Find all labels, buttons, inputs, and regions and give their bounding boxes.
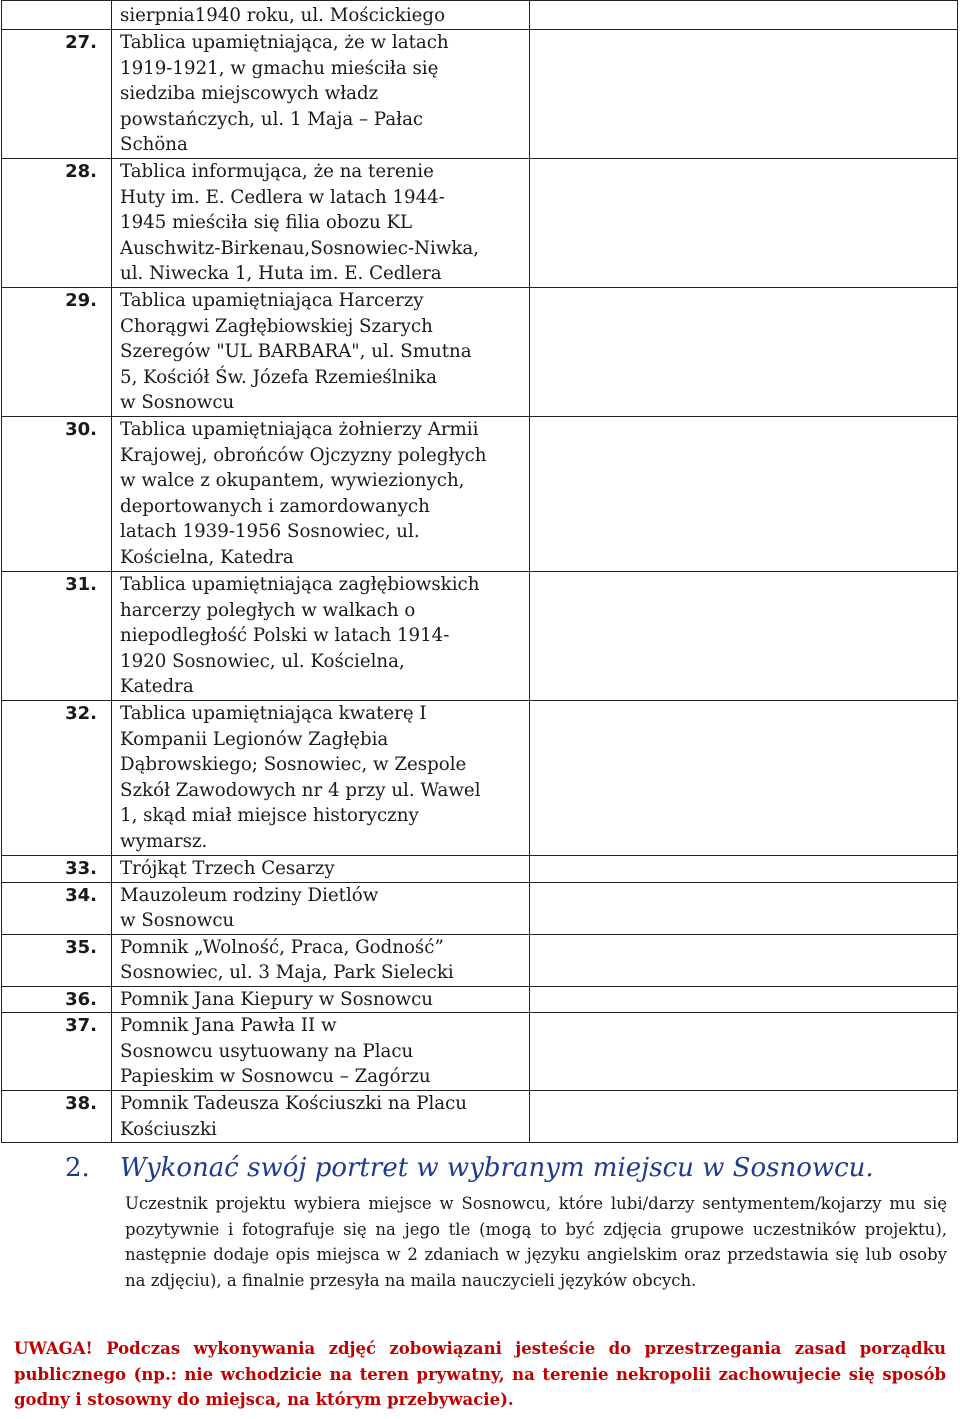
empty-cell (530, 882, 958, 934)
description-line: Kompanii Legionów Zagłębia (120, 728, 389, 750)
empty-cell (530, 159, 958, 288)
description-line: Chorągwi Zagłębiowskiej Szarych (120, 315, 433, 337)
description-line: Tablica upamiętniająca zagłębiowskich (120, 574, 480, 595)
description-line: niepodległość Polski w latach 1914- (120, 625, 450, 646)
row-number: 36. (2, 986, 112, 1013)
description-line: w walce z okupantem, wywiezionych, (120, 470, 465, 491)
description-line: Schöna (120, 134, 188, 155)
description-line: w Sosnowcu (120, 392, 235, 413)
description-line: harcerzy poległych w walkach o (120, 599, 416, 621)
empty-cell (530, 1091, 958, 1143)
description-line: Tablica upamiętniająca kwaterę I (120, 703, 427, 724)
row-number: 33. (2, 856, 112, 883)
description-line: Trójkąt Trzech Cesarzy (120, 858, 335, 879)
table-row (2, 986, 958, 1013)
row-description (112, 572, 530, 701)
description-line: Sosnowiec, ul. 3 Maja, Park Sielecki (120, 962, 454, 983)
empty-cell (530, 934, 958, 986)
description-line: latach 1939-1956 Sosnowiec, ul. (120, 521, 420, 542)
description-line: Pomnik „Wolność, Praca, Godność” (120, 936, 444, 958)
description-line: 5, Kościół Św. Józefa Rzemieślnika (120, 366, 437, 388)
warning-note: UWAGA! Podczas wykonywania zdjęć zobowiązani jesteście do przestrzegania zasad porządku publicznego (np.: nie wchodzicie na teren prywatny, na terenie nekropolii zachowujecie się sposób godny i stosowny do miejsca, na którym przebywacie). (14, 1339, 946, 1410)
row-number: 35. (2, 934, 112, 986)
table-row (2, 1091, 958, 1143)
description-line: Krajowej, obrońców Ojczyzny poległych (120, 444, 487, 466)
description-line: Papieskim w Sosnowcu – Zagórzu (120, 1066, 431, 1087)
description-line: ul. Niwecka 1, Huta im. E. Cedlera (120, 263, 442, 284)
empty-cell (530, 856, 958, 883)
description-line: siedziba miejscowych władz (120, 83, 379, 104)
description-line: Szeregów "UL BARBARA", ul. Smutna (120, 341, 472, 362)
empty-cell (530, 986, 958, 1013)
description-line: Tablica upamiętniająca, że w latach (120, 32, 449, 53)
description-line: 1, skąd miał miejsce historyczny (120, 805, 419, 826)
description-line: Sosnowcu usytuowany na Placu (120, 1040, 414, 1062)
table-row (2, 1013, 958, 1091)
description-line: Pomnik Jana Pawła II w (120, 1015, 337, 1036)
row-number: 27. (2, 30, 112, 159)
row-description (112, 159, 530, 288)
description-line: Pomnik Tadeusza Kościuszki na Placu (120, 1093, 468, 1114)
table-row (2, 30, 958, 159)
description-line: powstańczych, ul. 1 Maja – Pałac (120, 108, 424, 130)
description-line: Tablica upamiętniająca Harcerzy (120, 290, 424, 311)
description-line: 1945 mieściła się filia obozu KL (120, 212, 413, 233)
table-row (2, 572, 958, 701)
empty-cell (530, 288, 958, 417)
description-line: wymarsz. (120, 830, 208, 852)
row-description (112, 1091, 530, 1143)
empty-cell (530, 30, 958, 159)
empty-cell (530, 1013, 958, 1091)
table-row (2, 856, 958, 883)
empty-cell (530, 572, 958, 701)
row-number: 38. (2, 1091, 112, 1143)
row-description (112, 1, 530, 30)
table-row (2, 882, 958, 934)
monuments-table (1, 0, 958, 1143)
section-number: 2. (65, 1153, 90, 1183)
row-description (112, 986, 530, 1013)
empty-cell (530, 1, 958, 30)
empty-cell (530, 417, 958, 572)
row-number: 30. (2, 417, 112, 572)
description-line: Dąbrowskiego; Sosnowiec, w Zespole (120, 754, 467, 775)
row-description (112, 934, 530, 986)
row-description (112, 856, 530, 883)
description-line: Szkół Zawodowych nr 4 przy ul. Wawel (120, 779, 481, 801)
row-number: 37. (2, 1013, 112, 1091)
description-line: deportowanych i zamordowanych (120, 495, 430, 517)
row-number: 31. (2, 572, 112, 701)
empty-cell (530, 701, 958, 856)
description-line: Kościelna, Katedra (120, 546, 294, 568)
description-line: w Sosnowcu (120, 910, 235, 931)
description-line: Tablica upamiętniająca żołnierzy Armii (120, 419, 479, 440)
description-line: Huty im. E. Cedlera w latach 1944- (120, 186, 445, 208)
row-description (112, 1013, 530, 1091)
section-paragraph: Uczestnik projektu wybiera miejsce w Sosnowcu, które lubi/darzy sentymentem/kojarzy mu się pozytywnie i fotografuje się na jego tle (mogą to być zdjęcia grupowe uczestników projektu), następnie dodaje opis miejsca w 2 zdaniach w języku angielskim oraz przedstawia się lub osoby na zdjęciu), a finalnie przesyła na maila nauczycieli języków obcych. (125, 1194, 947, 1291)
table-row (2, 934, 958, 986)
description-line: 1919-1921, w gmachu mieściła się (120, 57, 439, 79)
description-line: Mauzoleum rodziny Dietlów (120, 884, 379, 906)
row-description (112, 30, 530, 159)
description-line: Katedra (120, 676, 194, 697)
description-line: 1920 Sosnowiec, ul. Kościelna, (120, 650, 405, 672)
description-line: Kościuszki (120, 1118, 217, 1140)
row-number (2, 1, 112, 30)
row-number: 34. (2, 882, 112, 934)
description-line: Pomnik Jana Kiepury w Sosnowcu (120, 988, 433, 1010)
description-line: Auschwitz-Birkenau,Sosnowiec-Niwka, (120, 237, 480, 259)
row-number: 28. (2, 159, 112, 288)
table-row (2, 417, 958, 572)
row-number: 32. (2, 701, 112, 856)
table-row (2, 1, 958, 30)
description-line: Tablica informująca, że na terenie (120, 161, 434, 182)
row-description (112, 701, 530, 856)
row-description (112, 288, 530, 417)
description-line: sierpnia1940 roku, ul. Mościckiego (120, 5, 446, 26)
section-title: Wykonać swój portret w wybranym miejscu w Sosnowcu. (119, 1153, 874, 1183)
row-description (112, 417, 530, 572)
section-heading (65, 1153, 874, 1183)
row-description (112, 882, 530, 934)
monuments-table-body (2, 1, 958, 1143)
table-row (2, 701, 958, 856)
table-row (2, 288, 958, 417)
table-row (2, 159, 958, 288)
row-number: 29. (2, 288, 112, 417)
